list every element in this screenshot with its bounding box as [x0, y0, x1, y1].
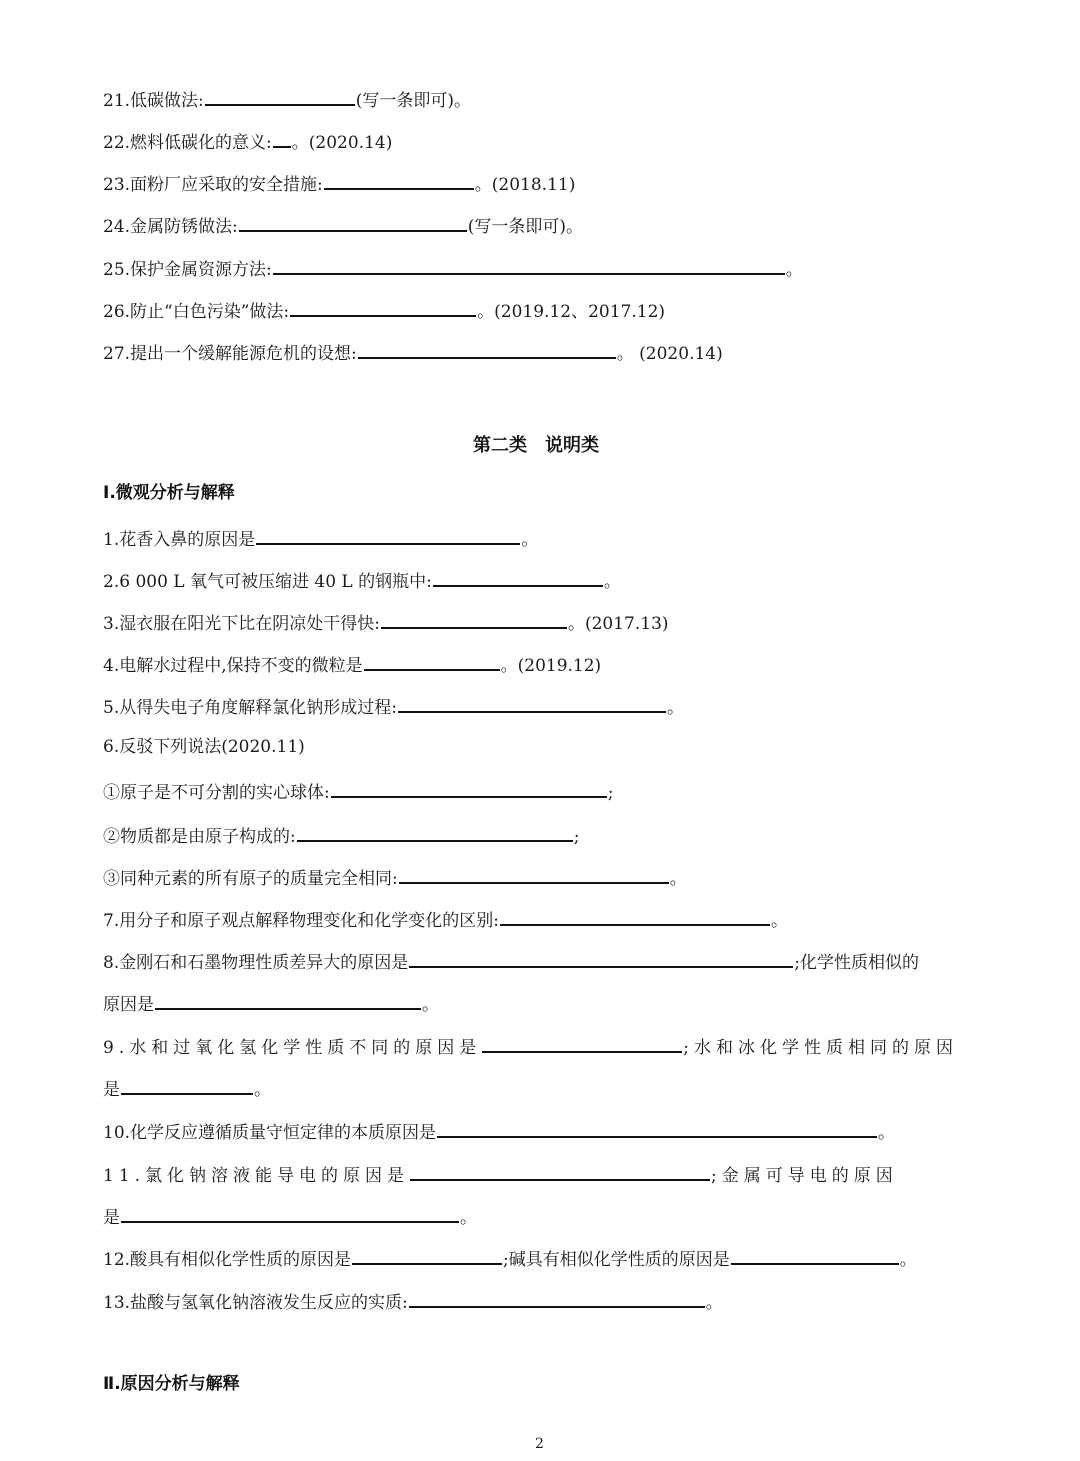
answer-blank[interactable] — [409, 1288, 705, 1308]
question-label: 21.低碳做法: — [103, 91, 204, 111]
answer-blank[interactable] — [409, 948, 793, 968]
question-middle: ;化学性质相似的 — [794, 953, 919, 973]
question-label: ②物质都是由原子构成的: — [103, 827, 296, 847]
question-suffix: 。 — [666, 698, 684, 718]
subsection-heading-cause: Ⅱ.原因分析与解释 — [103, 1374, 240, 1394]
question-label: ①原子是不可分割的实心球体: — [103, 783, 330, 803]
answer-blank[interactable] — [256, 525, 520, 545]
question-label: 11.氯化钠溶液能导电的原因是 — [103, 1166, 410, 1186]
question-13 — [103, 1288, 723, 1312]
subsection-heading-micro: Ⅰ.微观分析与解释 — [103, 483, 235, 503]
question-label: 7.用分子和原子观点解释物理变化和化学变化的区别: — [103, 911, 499, 931]
answer-blank[interactable] — [500, 906, 770, 926]
answer-blank[interactable] — [398, 693, 666, 713]
question-4 — [103, 651, 601, 675]
question-5 — [103, 693, 684, 717]
question-21 — [103, 86, 471, 110]
question-10 — [103, 1118, 895, 1142]
answer-blank[interactable] — [381, 609, 567, 629]
section-title: 第二类 说明类 — [473, 435, 599, 456]
question-label: 22.燃料低碳化的意义: — [103, 133, 272, 153]
question-label: 原因是 — [103, 995, 154, 1015]
question-8 — [103, 948, 919, 972]
answer-blank[interactable] — [273, 128, 291, 148]
question-12 — [103, 1245, 917, 1269]
question-label: 是 — [103, 1080, 120, 1100]
answer-blank[interactable] — [155, 990, 421, 1010]
question-suffix: 。(2019.12、2017.12) — [477, 302, 666, 322]
question-label: 23.面粉厂应采取的安全措施: — [103, 175, 323, 195]
question-suffix: 。(2020.14) — [291, 133, 393, 153]
question-middle: ;碱具有相似化学性质的原因是 — [503, 1250, 730, 1270]
answer-blank[interactable] — [205, 86, 355, 106]
question-11 — [103, 1161, 898, 1185]
question-middle: ;金属可导电的原因 — [711, 1166, 898, 1186]
question-suffix: 。 — [422, 995, 439, 1015]
question-suffix: 。(2018.11) — [474, 175, 576, 195]
question-suffix: ; — [573, 827, 580, 847]
answer-blank[interactable] — [410, 1161, 710, 1181]
question-label: ③同种元素的所有原子的质量完全相同: — [103, 869, 398, 889]
answer-blank[interactable] — [273, 255, 785, 275]
question-23 — [103, 170, 575, 194]
question-label: 4.电解水过程中,保持不变的微粒是 — [103, 656, 363, 676]
question-label: 1.花香入鼻的原因是 — [103, 530, 256, 550]
answer-blank[interactable] — [482, 1033, 682, 1053]
question-6 — [103, 735, 305, 759]
question-suffix: 。 — [521, 530, 539, 550]
question-22 — [103, 128, 392, 152]
question-26 — [103, 297, 665, 321]
question-suffix: 。 (2020.14) — [616, 344, 723, 364]
question-suffix: 。 — [770, 911, 788, 931]
question-7 — [103, 906, 788, 930]
question-3 — [103, 609, 669, 633]
question-label: 是 — [103, 1208, 120, 1228]
question-suffix: (写一条即可)。 — [467, 217, 584, 237]
question-suffix: 。 — [254, 1080, 271, 1100]
answer-blank[interactable] — [731, 1245, 899, 1265]
answer-blank[interactable] — [433, 567, 603, 587]
question-suffix: 。 — [603, 572, 621, 592]
answer-blank[interactable] — [121, 1075, 253, 1095]
answer-blank[interactable] — [331, 778, 607, 798]
question-suffix: ; — [607, 783, 614, 803]
question-label: 5.从得失电子角度解释氯化钠形成过程: — [103, 698, 397, 718]
answer-blank[interactable] — [290, 297, 476, 317]
question-suffix: 。 — [785, 260, 803, 280]
question-suffix: 。 — [899, 1250, 917, 1270]
question-24 — [103, 212, 583, 236]
question-label: 6.反驳下列说法(2020.11) — [103, 737, 305, 757]
question-suffix: (写一条即可)。 — [355, 91, 472, 111]
question-label: 3.湿衣服在阳光下比在阴凉处干得快: — [103, 614, 380, 634]
answer-blank[interactable] — [297, 822, 573, 842]
page-number: 2 — [535, 1436, 544, 1452]
question-label: 13.盐酸与氢氧化钠溶液发生反应的实质: — [103, 1293, 408, 1313]
question-27 — [103, 339, 723, 363]
answer-blank[interactable] — [239, 212, 467, 232]
answer-blank[interactable] — [358, 339, 616, 359]
question-6-part-3 — [103, 864, 687, 888]
question-6-part-1 — [103, 778, 613, 802]
question-label: 10.化学反应遵循质量守恒定律的本质原因是 — [103, 1123, 437, 1143]
question-suffix: 。 — [878, 1123, 896, 1143]
question-label: 25.保护金属资源方法: — [103, 260, 272, 280]
question-9 — [103, 1033, 958, 1057]
question-25 — [103, 255, 803, 279]
question-label: 8.金刚石和石墨物理性质差异大的原因是 — [103, 953, 409, 973]
question-6-part-2 — [103, 822, 579, 846]
question-label: 9.水和过氧化氢化学性质不同的原因是 — [103, 1038, 482, 1058]
question-label: 27.提出一个缓解能源危机的设想: — [103, 344, 357, 364]
answer-blank[interactable] — [121, 1203, 459, 1223]
question-suffix: 。(2017.13) — [567, 614, 669, 634]
answer-blank[interactable] — [352, 1245, 502, 1265]
question-label: 12.酸具有相似化学性质的原因是 — [103, 1250, 352, 1270]
question-11-continued — [103, 1203, 477, 1227]
question-middle: ;水和冰化学性质相同的原因 — [683, 1038, 958, 1058]
answer-blank[interactable] — [364, 651, 500, 671]
answer-blank[interactable] — [399, 864, 669, 884]
question-suffix: 。 — [705, 1293, 723, 1313]
question-label: 26.防止“白色污染”做法: — [103, 302, 290, 322]
question-suffix: 。 — [669, 869, 687, 889]
question-label: 24.金属防锈做法: — [103, 217, 238, 237]
question-suffix: 。 — [460, 1208, 477, 1228]
question-2 — [103, 567, 621, 591]
answer-blank[interactable] — [324, 170, 474, 190]
answer-blank[interactable] — [437, 1118, 877, 1138]
question-8-continued — [103, 990, 439, 1014]
question-suffix: 。(2019.12) — [500, 656, 602, 676]
question-label: 2.6 000 L 氧气可被压缩进 40 L 的钢瓶中: — [103, 572, 432, 592]
question-1 — [103, 525, 538, 549]
question-9-continued — [103, 1075, 271, 1099]
